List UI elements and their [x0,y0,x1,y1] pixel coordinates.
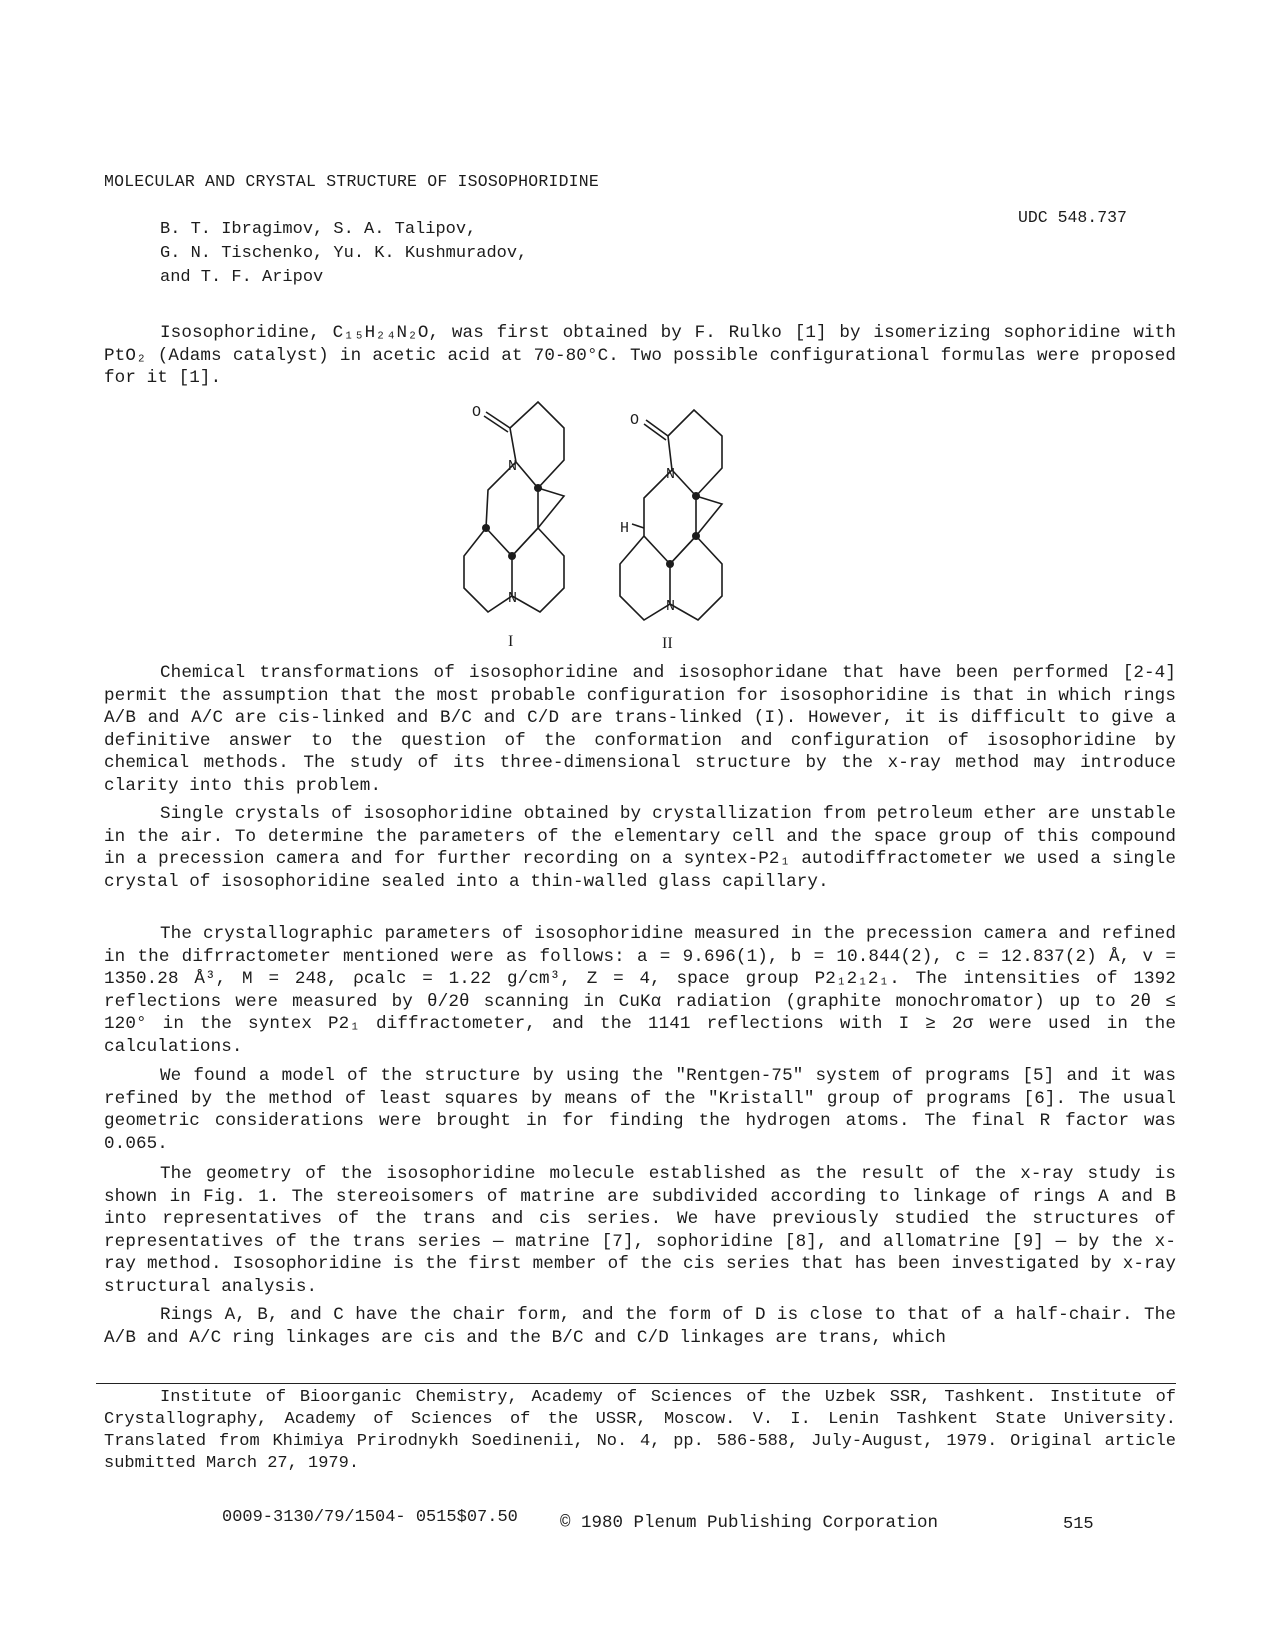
udc-code: UDC 548.737 [1018,208,1127,227]
article-code: 0009-3130/79/1504- 0515$07.50 [222,1508,518,1527]
author-line: G. N. Tischenko, Yu. K. Kushmuradov, [160,244,528,263]
author-line: B. T. Ibragimov, S. A. Talipov, [160,220,477,239]
oxygen-label: O [472,404,482,421]
paragraph-single-crystals: Single crystals of isosophoridine obtained by crystallization from petroleum ether are unstable in the air. To determine the parameters of the elementary cell and the space group of this compound in a precession camera and for further recording on a syntex-P2₁ autodiffractometer we used a single crystal of isosophoridine sealed into a thin-walled glass capillary. [104,804,1176,892]
paragraph-geometry: The geometry of the isosophoridine molecule established as the result of the x-ray study is shown in Fig. 1. The stereoisomers of matrine are subdivided according to linkage of rings A and B into representatives of the trans and cis series. We have previously studied the structures of representatives of the trans series — matrine [7], sophoridine [8], and allomatrine [9] — by the x-ray method. Isosophoridine is the first member of the cis series that has been investigated by x-ray structural analysis. [104,1164,1176,1297]
paragraph-chemical-transformations: Chemical transformations of isosophoridine and isosophoridane that have been performed [2-4] permit the assumption that the most probable configuration for isosophoridine is that in which rings A/B and A/C are cis-linked and B/C and C/D are trans-linked (I). However, it is difficult to give a definitive answer to the question of the conformation and configuration of isosophoridine by chemical methods. The study of its three-dimensional structure by the x-ray method may introduce clarity into this problem. [104,663,1176,796]
formula-I-dots [482,484,542,560]
paragraph-rings: Rings A, B, and C have the chair form, and the form of D is close to that of a half-chair. The A/B and A/C ring linkages are cis and the B/C and C/D linkages are trans, which [104,1305,1176,1348]
paragraph-crystallographic-parameters: The crystallographic parameters of isosophoridine measured in the precession camera and refined in the difrractometer mentioned were as follows: a = 9.696(1), b = 10.844(2), c = 12.837(2) Å, v = 1350.28 Å³, M = 248, ρcalc = 1.22 g/cm³, Z = 4, space group P2₁2₁2₁. The intensities of 1392 reflections were measured by θ/2θ scanning in CuKα radiation (graphite monochromator) up to 2θ ≤ 120° in the syntex P2₁ diffractometer, and the 1141 reflections with I ≥ 2σ were used in the calculations. [104,924,1176,1057]
paragraph-intro: Isosophoridine, C₁₅H₂₄N₂O, was first obtained by F. Rulko [1] by isomerizing sophoridine with PtO₂ (Adams catalyst) in acetic acid at 70-80°C. Two possible configurational formulas were proposed for it [1]. [104,323,1176,389]
copyright-notice: © 1980 Plenum Publishing Corporation [560,1513,939,1533]
author-line: and T. F. Aripov [160,268,324,287]
formula-II [620,410,722,620]
formula-caption-2: II [662,635,673,652]
formula-I [464,402,564,612]
formula-II-dots [666,492,700,568]
article-title: MOLECULAR AND CRYSTAL STRUCTURE OF ISOSOPHORIDINE [104,172,599,191]
footnote-affiliations: Institute of Bioorganic Chemistry, Academy of Sciences of the Uzbek SSR, Tashkent. Institute of Crystallography, Academy of Sciences of the USSR, Moscow. V. I. Lenin Tashkent State University. Translated from Khimiya Prirodnykh Soedinenii, No. 4, pp. 586-588, July-August, 1979. Original article submitted March 27, 1979. [104,1388,1176,1473]
formula-caption-1: I [508,633,514,650]
oxygen-label: O [630,412,640,429]
footnote-divider [96,1383,1176,1384]
ring-a-bonds [510,402,564,488]
author-list [160,218,527,290]
nitrogen-label: N [666,598,676,615]
nitrogen-label: N [508,458,518,475]
hydrogen-label: H [620,520,630,537]
structural-formulas-figure [460,398,750,656]
paragraph-structure-model: We found a model of the structure by using the "Rentgen-75" system of programs [5] and it was refined by the method of least squares by means of the "Kristall" group of programs [6]. The usual geometric considerations were brought in for finding the hydrogen atoms. The final R factor was 0.065. [104,1066,1176,1154]
nitrogen-label: N [508,590,518,607]
nitrogen-label: N [666,466,676,483]
page-number: 515 [1063,1515,1094,1534]
